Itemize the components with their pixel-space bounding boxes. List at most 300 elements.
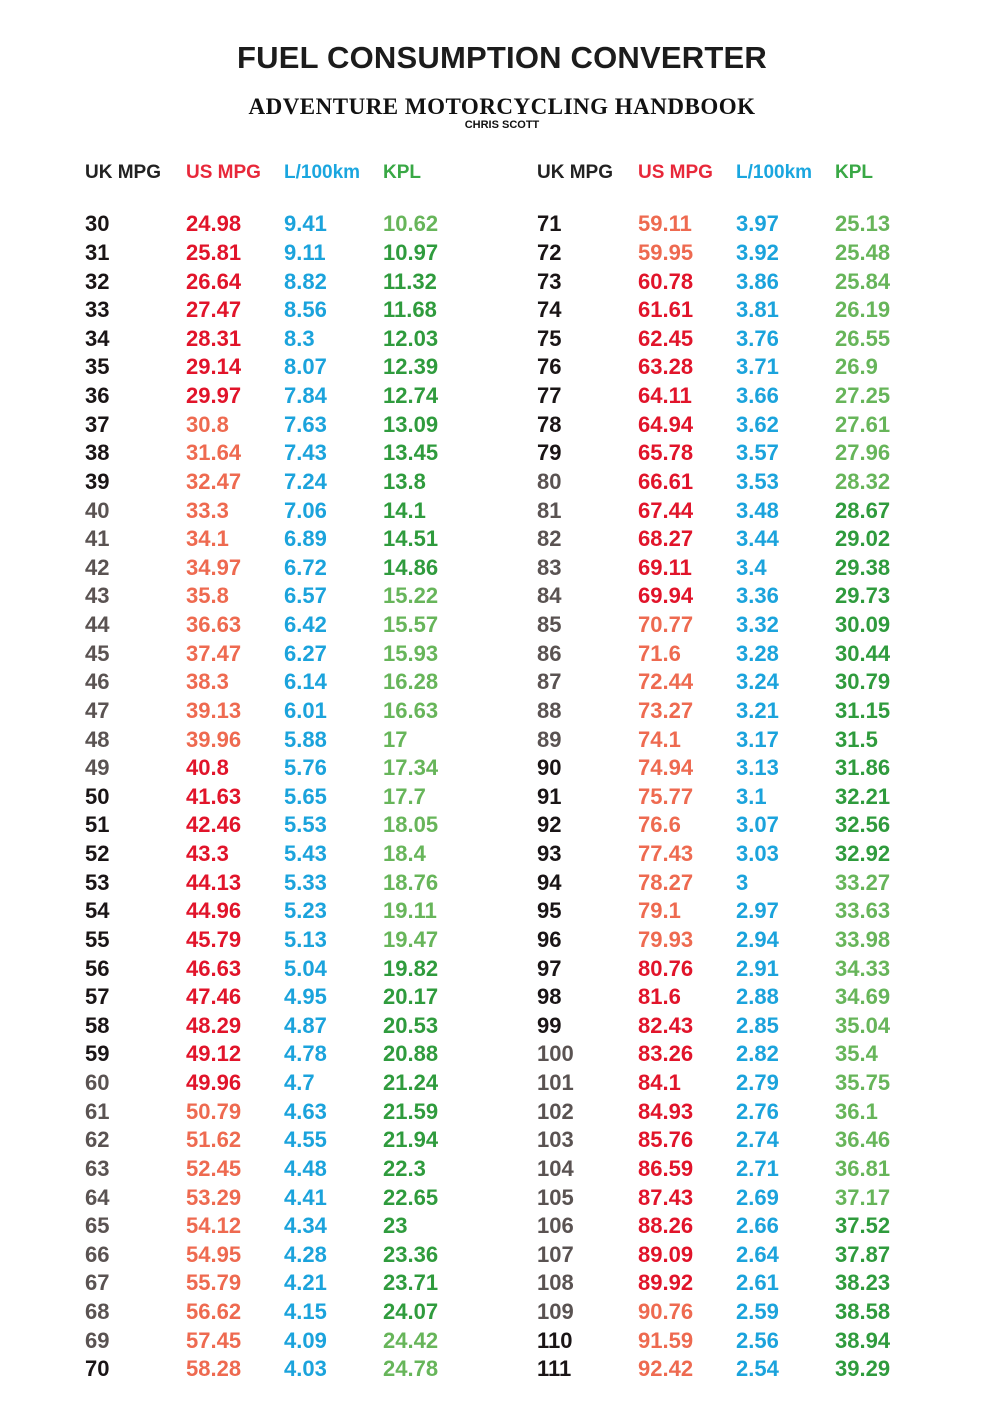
us-mpg-cell: 30.8 bbox=[186, 411, 229, 437]
l-per-100km-cell: 8.82 bbox=[284, 268, 327, 294]
us-mpg-cell: 49.12 bbox=[186, 1041, 242, 1067]
l-per-100km-cell: 8.3 bbox=[284, 325, 315, 351]
table-row bbox=[537, 353, 935, 382]
l-per-100km-cell: 2.97 bbox=[736, 898, 779, 924]
table-row bbox=[537, 525, 935, 554]
us-mpg-cell: 46.63 bbox=[186, 955, 242, 981]
table-row bbox=[537, 382, 935, 411]
uk-mpg-cell: 106 bbox=[537, 1213, 574, 1239]
uk-mpg-cell: 109 bbox=[537, 1299, 574, 1325]
l-per-100km-cell: 7.43 bbox=[284, 440, 327, 466]
l-per-100km-cell: 8.56 bbox=[284, 297, 327, 323]
us-mpg-cell: 84.93 bbox=[638, 1098, 694, 1124]
table-row bbox=[85, 382, 483, 411]
l-per-100km-cell: 2.71 bbox=[736, 1155, 779, 1181]
kpl-cell: 19.47 bbox=[383, 926, 439, 952]
table-row bbox=[537, 668, 935, 697]
l-per-100km-cell: 3.53 bbox=[736, 468, 779, 494]
l-per-100km-cell: 6.42 bbox=[284, 612, 327, 638]
us-mpg-cell: 36.63 bbox=[186, 612, 242, 638]
table-row bbox=[537, 926, 935, 955]
table-row bbox=[85, 954, 483, 983]
kpl-cell: 23.71 bbox=[383, 1270, 439, 1296]
table-row bbox=[85, 1040, 483, 1069]
table-row bbox=[537, 1298, 935, 1327]
l-per-100km-cell: 4.63 bbox=[284, 1098, 327, 1124]
header-uk-mpg: UK MPG bbox=[85, 162, 161, 183]
l-per-100km-cell: 3.48 bbox=[736, 497, 779, 523]
l-per-100km-cell: 3.97 bbox=[736, 211, 779, 237]
us-mpg-cell: 44.96 bbox=[186, 898, 242, 924]
us-mpg-cell: 37.47 bbox=[186, 640, 242, 666]
table-row bbox=[85, 1326, 483, 1355]
l-per-100km-cell: 5.13 bbox=[284, 926, 327, 952]
l-per-100km-cell: 3.13 bbox=[736, 755, 779, 781]
table-row bbox=[85, 554, 483, 583]
l-per-100km-cell: 4.48 bbox=[284, 1155, 327, 1181]
l-per-100km-cell: 3.62 bbox=[736, 411, 779, 437]
uk-mpg-cell: 70 bbox=[85, 1356, 110, 1382]
us-mpg-cell: 39.13 bbox=[186, 697, 242, 723]
table-row bbox=[85, 897, 483, 926]
uk-mpg-cell: 98 bbox=[537, 984, 562, 1010]
uk-mpg-cell: 108 bbox=[537, 1270, 574, 1296]
kpl-cell: 32.21 bbox=[835, 783, 891, 809]
table-row bbox=[85, 754, 483, 783]
kpl-cell: 36.1 bbox=[835, 1098, 878, 1124]
l-per-100km-cell: 2.54 bbox=[736, 1356, 779, 1382]
table-row bbox=[537, 697, 935, 726]
kpl-cell: 37.52 bbox=[835, 1213, 891, 1239]
uk-mpg-cell: 48 bbox=[85, 726, 110, 752]
l-per-100km-cell: 2.74 bbox=[736, 1127, 779, 1153]
l-per-100km-cell: 5.53 bbox=[284, 812, 327, 838]
kpl-cell: 27.61 bbox=[835, 411, 891, 437]
table-row bbox=[537, 1097, 935, 1126]
l-per-100km-cell: 2.91 bbox=[736, 955, 779, 981]
us-mpg-cell: 48.29 bbox=[186, 1012, 242, 1038]
us-mpg-cell: 87.43 bbox=[638, 1184, 694, 1210]
l-per-100km-cell: 4.78 bbox=[284, 1041, 327, 1067]
l-per-100km-cell: 3.24 bbox=[736, 669, 779, 695]
kpl-cell: 17.7 bbox=[383, 783, 426, 809]
uk-mpg-cell: 87 bbox=[537, 669, 562, 695]
us-mpg-cell: 59.11 bbox=[638, 211, 692, 237]
us-mpg-cell: 39.96 bbox=[186, 726, 242, 752]
us-mpg-cell: 61.61 bbox=[638, 297, 694, 323]
uk-mpg-cell: 86 bbox=[537, 640, 562, 666]
l-per-100km-cell: 3.21 bbox=[736, 697, 779, 723]
us-mpg-cell: 69.11 bbox=[638, 554, 692, 580]
us-mpg-cell: 25.81 bbox=[186, 239, 242, 265]
l-per-100km-cell: 4.34 bbox=[284, 1213, 327, 1239]
kpl-cell: 18.76 bbox=[383, 869, 439, 895]
uk-mpg-cell: 80 bbox=[537, 468, 562, 494]
uk-mpg-cell: 44 bbox=[85, 612, 110, 638]
us-mpg-cell: 59.95 bbox=[638, 239, 694, 265]
kpl-cell: 23 bbox=[383, 1213, 408, 1239]
l-per-100km-cell: 6.01 bbox=[284, 697, 327, 723]
table-row bbox=[537, 1126, 935, 1155]
uk-mpg-cell: 74 bbox=[537, 297, 562, 323]
l-per-100km-cell: 5.76 bbox=[284, 755, 327, 781]
us-mpg-cell: 50.79 bbox=[186, 1098, 242, 1124]
us-mpg-cell: 54.95 bbox=[186, 1241, 242, 1267]
table-row bbox=[537, 1155, 935, 1184]
us-mpg-cell: 56.62 bbox=[186, 1299, 242, 1325]
uk-mpg-cell: 76 bbox=[537, 354, 562, 380]
kpl-cell: 10.62 bbox=[383, 211, 439, 237]
l-per-100km-cell: 7.84 bbox=[284, 383, 327, 409]
table-row bbox=[85, 582, 483, 611]
table-row bbox=[85, 926, 483, 955]
uk-mpg-cell: 56 bbox=[85, 955, 110, 981]
table-header bbox=[85, 160, 483, 186]
table-row bbox=[537, 725, 935, 754]
kpl-cell: 35.75 bbox=[835, 1070, 891, 1096]
table-row bbox=[537, 410, 935, 439]
us-mpg-cell: 89.92 bbox=[638, 1270, 694, 1296]
kpl-cell: 13.09 bbox=[383, 411, 439, 437]
us-mpg-cell: 53.29 bbox=[186, 1184, 242, 1210]
table-row bbox=[85, 1298, 483, 1327]
header-kpl: KPL bbox=[383, 162, 421, 183]
kpl-cell: 12.39 bbox=[383, 354, 439, 380]
uk-mpg-cell: 32 bbox=[85, 268, 110, 294]
kpl-cell: 24.07 bbox=[383, 1299, 439, 1325]
uk-mpg-cell: 53 bbox=[85, 869, 110, 895]
table-row bbox=[537, 496, 935, 525]
l-per-100km-cell: 5.04 bbox=[284, 955, 327, 981]
uk-mpg-cell: 67 bbox=[85, 1270, 110, 1296]
kpl-cell: 28.32 bbox=[835, 468, 891, 494]
uk-mpg-cell: 58 bbox=[85, 1012, 110, 1038]
us-mpg-cell: 58.28 bbox=[186, 1356, 242, 1382]
uk-mpg-cell: 50 bbox=[85, 783, 110, 809]
uk-mpg-cell: 94 bbox=[537, 869, 562, 895]
table-row bbox=[85, 325, 483, 354]
kpl-cell: 36.46 bbox=[835, 1127, 891, 1153]
uk-mpg-cell: 93 bbox=[537, 841, 562, 867]
us-mpg-cell: 86.59 bbox=[638, 1155, 694, 1181]
us-mpg-cell: 72.44 bbox=[638, 669, 694, 695]
l-per-100km-cell: 2.94 bbox=[736, 926, 779, 952]
us-mpg-cell: 42.46 bbox=[186, 812, 242, 838]
us-mpg-cell: 92.42 bbox=[638, 1356, 694, 1382]
uk-mpg-cell: 77 bbox=[537, 383, 562, 409]
table-body-left bbox=[85, 210, 483, 1384]
uk-mpg-cell: 66 bbox=[85, 1241, 110, 1267]
kpl-cell: 30.09 bbox=[835, 612, 891, 638]
uk-mpg-cell: 97 bbox=[537, 955, 562, 981]
kpl-cell: 27.25 bbox=[835, 383, 891, 409]
us-mpg-cell: 65.78 bbox=[638, 440, 694, 466]
table-row bbox=[85, 783, 483, 812]
uk-mpg-cell: 84 bbox=[537, 583, 562, 609]
table-row bbox=[85, 239, 483, 268]
uk-mpg-cell: 33 bbox=[85, 297, 110, 323]
table-row bbox=[537, 296, 935, 325]
table-row bbox=[85, 639, 483, 668]
kpl-cell: 12.03 bbox=[383, 325, 439, 351]
uk-mpg-cell: 96 bbox=[537, 926, 562, 952]
uk-mpg-cell: 92 bbox=[537, 812, 562, 838]
table-row bbox=[85, 1269, 483, 1298]
kpl-cell: 28.67 bbox=[835, 497, 891, 523]
uk-mpg-cell: 35 bbox=[85, 354, 110, 380]
table-row bbox=[85, 210, 483, 239]
l-per-100km-cell: 3.92 bbox=[736, 239, 779, 265]
kpl-cell: 20.53 bbox=[383, 1012, 439, 1038]
kpl-cell: 25.84 bbox=[835, 268, 891, 294]
uk-mpg-cell: 68 bbox=[85, 1299, 110, 1325]
table-row bbox=[537, 1355, 935, 1384]
us-mpg-cell: 85.76 bbox=[638, 1127, 694, 1153]
table-row bbox=[85, 496, 483, 525]
l-per-100km-cell: 2.69 bbox=[736, 1184, 779, 1210]
us-mpg-cell: 29.97 bbox=[186, 383, 242, 409]
us-mpg-cell: 80.76 bbox=[638, 955, 694, 981]
us-mpg-cell: 27.47 bbox=[186, 297, 242, 323]
l-per-100km-cell: 2.76 bbox=[736, 1098, 779, 1124]
uk-mpg-cell: 38 bbox=[85, 440, 110, 466]
l-per-100km-cell: 3.86 bbox=[736, 268, 779, 294]
uk-mpg-cell: 102 bbox=[537, 1098, 574, 1124]
kpl-cell: 30.79 bbox=[835, 669, 891, 695]
kpl-cell: 17.34 bbox=[383, 755, 439, 781]
table-row bbox=[85, 1069, 483, 1098]
uk-mpg-cell: 95 bbox=[537, 898, 562, 924]
us-mpg-cell: 26.64 bbox=[186, 268, 242, 294]
us-mpg-cell: 74.94 bbox=[638, 755, 694, 781]
l-per-100km-cell: 6.14 bbox=[284, 669, 327, 695]
us-mpg-cell: 64.94 bbox=[638, 411, 694, 437]
l-per-100km-cell: 3.03 bbox=[736, 841, 779, 867]
kpl-cell: 26.55 bbox=[835, 325, 891, 351]
header-uk-mpg: UK MPG bbox=[537, 162, 613, 183]
uk-mpg-cell: 64 bbox=[85, 1184, 110, 1210]
l-per-100km-cell: 2.85 bbox=[736, 1012, 779, 1038]
table-row bbox=[85, 983, 483, 1012]
uk-mpg-cell: 75 bbox=[537, 325, 562, 351]
table-row bbox=[85, 811, 483, 840]
l-per-100km-cell: 4.95 bbox=[284, 984, 327, 1010]
us-mpg-cell: 62.45 bbox=[638, 325, 694, 351]
table-row bbox=[537, 210, 935, 239]
kpl-cell: 34.33 bbox=[835, 955, 891, 981]
kpl-cell: 23.36 bbox=[383, 1241, 439, 1267]
table-row bbox=[537, 611, 935, 640]
us-mpg-cell: 83.26 bbox=[638, 1041, 694, 1067]
kpl-cell: 27.96 bbox=[835, 440, 891, 466]
us-mpg-cell: 38.3 bbox=[186, 669, 229, 695]
kpl-cell: 17 bbox=[383, 726, 408, 752]
table-row bbox=[537, 754, 935, 783]
uk-mpg-cell: 43 bbox=[85, 583, 110, 609]
table-row bbox=[537, 325, 935, 354]
l-per-100km-cell: 6.57 bbox=[284, 583, 327, 609]
kpl-cell: 38.58 bbox=[835, 1299, 891, 1325]
us-mpg-cell: 33.3 bbox=[186, 497, 229, 523]
uk-mpg-cell: 82 bbox=[537, 526, 562, 552]
uk-mpg-cell: 30 bbox=[85, 211, 110, 237]
us-mpg-cell: 31.64 bbox=[186, 440, 242, 466]
kpl-cell: 10.97 bbox=[383, 239, 439, 265]
author-name: CHRIS SCOTT bbox=[464, 119, 540, 131]
us-mpg-cell: 63.28 bbox=[638, 354, 694, 380]
kpl-cell: 26.19 bbox=[835, 297, 891, 323]
kpl-cell: 18.4 bbox=[383, 841, 426, 867]
uk-mpg-cell: 104 bbox=[537, 1155, 574, 1181]
l-per-100km-cell: 2.66 bbox=[736, 1213, 779, 1239]
kpl-cell: 38.23 bbox=[835, 1270, 891, 1296]
uk-mpg-cell: 51 bbox=[85, 812, 110, 838]
kpl-cell: 20.17 bbox=[383, 984, 439, 1010]
table-row bbox=[537, 239, 935, 268]
l-per-100km-cell: 4.21 bbox=[284, 1270, 327, 1296]
kpl-cell: 24.78 bbox=[383, 1356, 439, 1382]
uk-mpg-cell: 60 bbox=[85, 1070, 110, 1096]
l-per-100km-cell: 3.76 bbox=[736, 325, 779, 351]
table-row bbox=[85, 439, 483, 468]
l-per-100km-cell: 6.27 bbox=[284, 640, 327, 666]
table-row bbox=[85, 296, 483, 325]
l-per-100km-cell: 5.88 bbox=[284, 726, 327, 752]
kpl-cell: 33.98 bbox=[835, 926, 891, 952]
us-mpg-cell: 81.6 bbox=[638, 984, 681, 1010]
us-mpg-cell: 89.09 bbox=[638, 1241, 694, 1267]
uk-mpg-cell: 46 bbox=[85, 669, 110, 695]
uk-mpg-cell: 110 bbox=[537, 1327, 573, 1353]
kpl-cell: 20.88 bbox=[383, 1041, 439, 1067]
table-row bbox=[537, 1269, 935, 1298]
header-l-per-100km: L/100km bbox=[736, 162, 813, 183]
kpl-cell: 16.28 bbox=[383, 669, 439, 695]
l-per-100km-cell: 4.55 bbox=[284, 1127, 327, 1153]
table-row bbox=[85, 697, 483, 726]
uk-mpg-cell: 72 bbox=[537, 239, 562, 265]
us-mpg-cell: 54.12 bbox=[186, 1213, 242, 1239]
l-per-100km-cell: 5.65 bbox=[284, 783, 327, 809]
table-row bbox=[537, 954, 935, 983]
l-per-100km-cell: 3.17 bbox=[736, 726, 779, 752]
uk-mpg-cell: 59 bbox=[85, 1041, 110, 1067]
l-per-100km-cell: 2.82 bbox=[736, 1041, 779, 1067]
l-per-100km-cell: 3.36 bbox=[736, 583, 779, 609]
l-per-100km-cell: 2.88 bbox=[736, 984, 779, 1010]
uk-mpg-cell: 73 bbox=[537, 268, 562, 294]
us-mpg-cell: 77.43 bbox=[638, 841, 694, 867]
uk-mpg-cell: 36 bbox=[85, 383, 110, 409]
kpl-cell: 36.81 bbox=[835, 1155, 891, 1181]
kpl-cell: 35.4 bbox=[835, 1041, 878, 1067]
uk-mpg-cell: 78 bbox=[537, 411, 562, 437]
l-per-100km-cell: 3.32 bbox=[736, 612, 779, 638]
kpl-cell: 22.3 bbox=[383, 1155, 426, 1181]
kpl-cell: 14.51 bbox=[383, 526, 439, 552]
l-per-100km-cell: 8.07 bbox=[284, 354, 327, 380]
us-mpg-cell: 40.8 bbox=[186, 755, 229, 781]
table-row bbox=[537, 1212, 935, 1241]
us-mpg-cell: 24.98 bbox=[186, 211, 242, 237]
uk-mpg-cell: 42 bbox=[85, 554, 110, 580]
l-per-100km-cell: 3.1 bbox=[736, 783, 767, 809]
l-per-100km-cell: 3 bbox=[736, 869, 749, 895]
uk-mpg-cell: 89 bbox=[537, 726, 562, 752]
kpl-cell: 16.63 bbox=[383, 697, 439, 723]
us-mpg-cell: 82.43 bbox=[638, 1012, 694, 1038]
uk-mpg-cell: 62 bbox=[85, 1127, 110, 1153]
kpl-cell: 24.42 bbox=[383, 1327, 439, 1353]
kpl-cell: 26.9 bbox=[835, 354, 878, 380]
table-row bbox=[537, 1012, 935, 1041]
uk-mpg-cell: 54 bbox=[85, 898, 110, 924]
l-per-100km-cell: 3.28 bbox=[736, 640, 779, 666]
table-row bbox=[85, 267, 483, 296]
uk-mpg-cell: 71 bbox=[537, 211, 562, 237]
table-row bbox=[85, 1212, 483, 1241]
table-row bbox=[537, 1183, 935, 1212]
kpl-cell: 37.17 bbox=[835, 1184, 891, 1210]
us-mpg-cell: 70.77 bbox=[638, 612, 694, 638]
us-mpg-cell: 79.1 bbox=[638, 898, 681, 924]
l-per-100km-cell: 4.15 bbox=[284, 1299, 327, 1325]
us-mpg-cell: 73.27 bbox=[638, 697, 694, 723]
kpl-cell: 34.69 bbox=[835, 984, 891, 1010]
kpl-cell: 31.86 bbox=[835, 755, 891, 781]
us-mpg-cell: 44.13 bbox=[186, 869, 242, 895]
table-row bbox=[85, 611, 483, 640]
us-mpg-cell: 84.1 bbox=[638, 1070, 681, 1096]
uk-mpg-cell: 107 bbox=[537, 1241, 574, 1267]
l-per-100km-cell: 4.41 bbox=[284, 1184, 327, 1210]
kpl-cell: 30.44 bbox=[835, 640, 891, 666]
uk-mpg-cell: 81 bbox=[537, 497, 562, 523]
l-per-100km-cell: 4.7 bbox=[284, 1070, 315, 1096]
kpl-cell: 21.94 bbox=[383, 1127, 439, 1153]
kpl-cell: 39.29 bbox=[835, 1356, 891, 1382]
kpl-cell: 29.38 bbox=[835, 554, 891, 580]
us-mpg-cell: 47.46 bbox=[186, 984, 242, 1010]
uk-mpg-cell: 34 bbox=[85, 325, 110, 351]
kpl-cell: 31.15 bbox=[835, 697, 891, 723]
us-mpg-cell: 32.47 bbox=[186, 468, 242, 494]
uk-mpg-cell: 31 bbox=[85, 239, 110, 265]
l-per-100km-cell: 2.59 bbox=[736, 1299, 779, 1325]
table-row bbox=[85, 1355, 483, 1384]
l-per-100km-cell: 4.87 bbox=[284, 1012, 327, 1038]
l-per-100km-cell: 5.43 bbox=[284, 841, 327, 867]
table-row bbox=[85, 725, 483, 754]
l-per-100km-cell: 5.33 bbox=[284, 869, 327, 895]
kpl-cell: 33.63 bbox=[835, 898, 891, 924]
l-per-100km-cell: 7.24 bbox=[284, 468, 327, 494]
uk-mpg-cell: 90 bbox=[537, 755, 562, 781]
conversion-table-left bbox=[85, 160, 483, 1384]
l-per-100km-cell: 3.66 bbox=[736, 383, 779, 409]
us-mpg-cell: 74.1 bbox=[638, 726, 681, 752]
table-row bbox=[537, 1241, 935, 1270]
kpl-cell: 12.74 bbox=[383, 383, 439, 409]
uk-mpg-cell: 65 bbox=[85, 1213, 110, 1239]
uk-mpg-cell: 45 bbox=[85, 640, 110, 666]
table-row bbox=[85, 1097, 483, 1126]
us-mpg-cell: 76.6 bbox=[638, 812, 681, 838]
table-row bbox=[85, 1155, 483, 1184]
l-per-100km-cell: 3.07 bbox=[736, 812, 779, 838]
uk-mpg-cell: 105 bbox=[537, 1184, 574, 1210]
us-mpg-cell: 34.97 bbox=[186, 554, 242, 580]
